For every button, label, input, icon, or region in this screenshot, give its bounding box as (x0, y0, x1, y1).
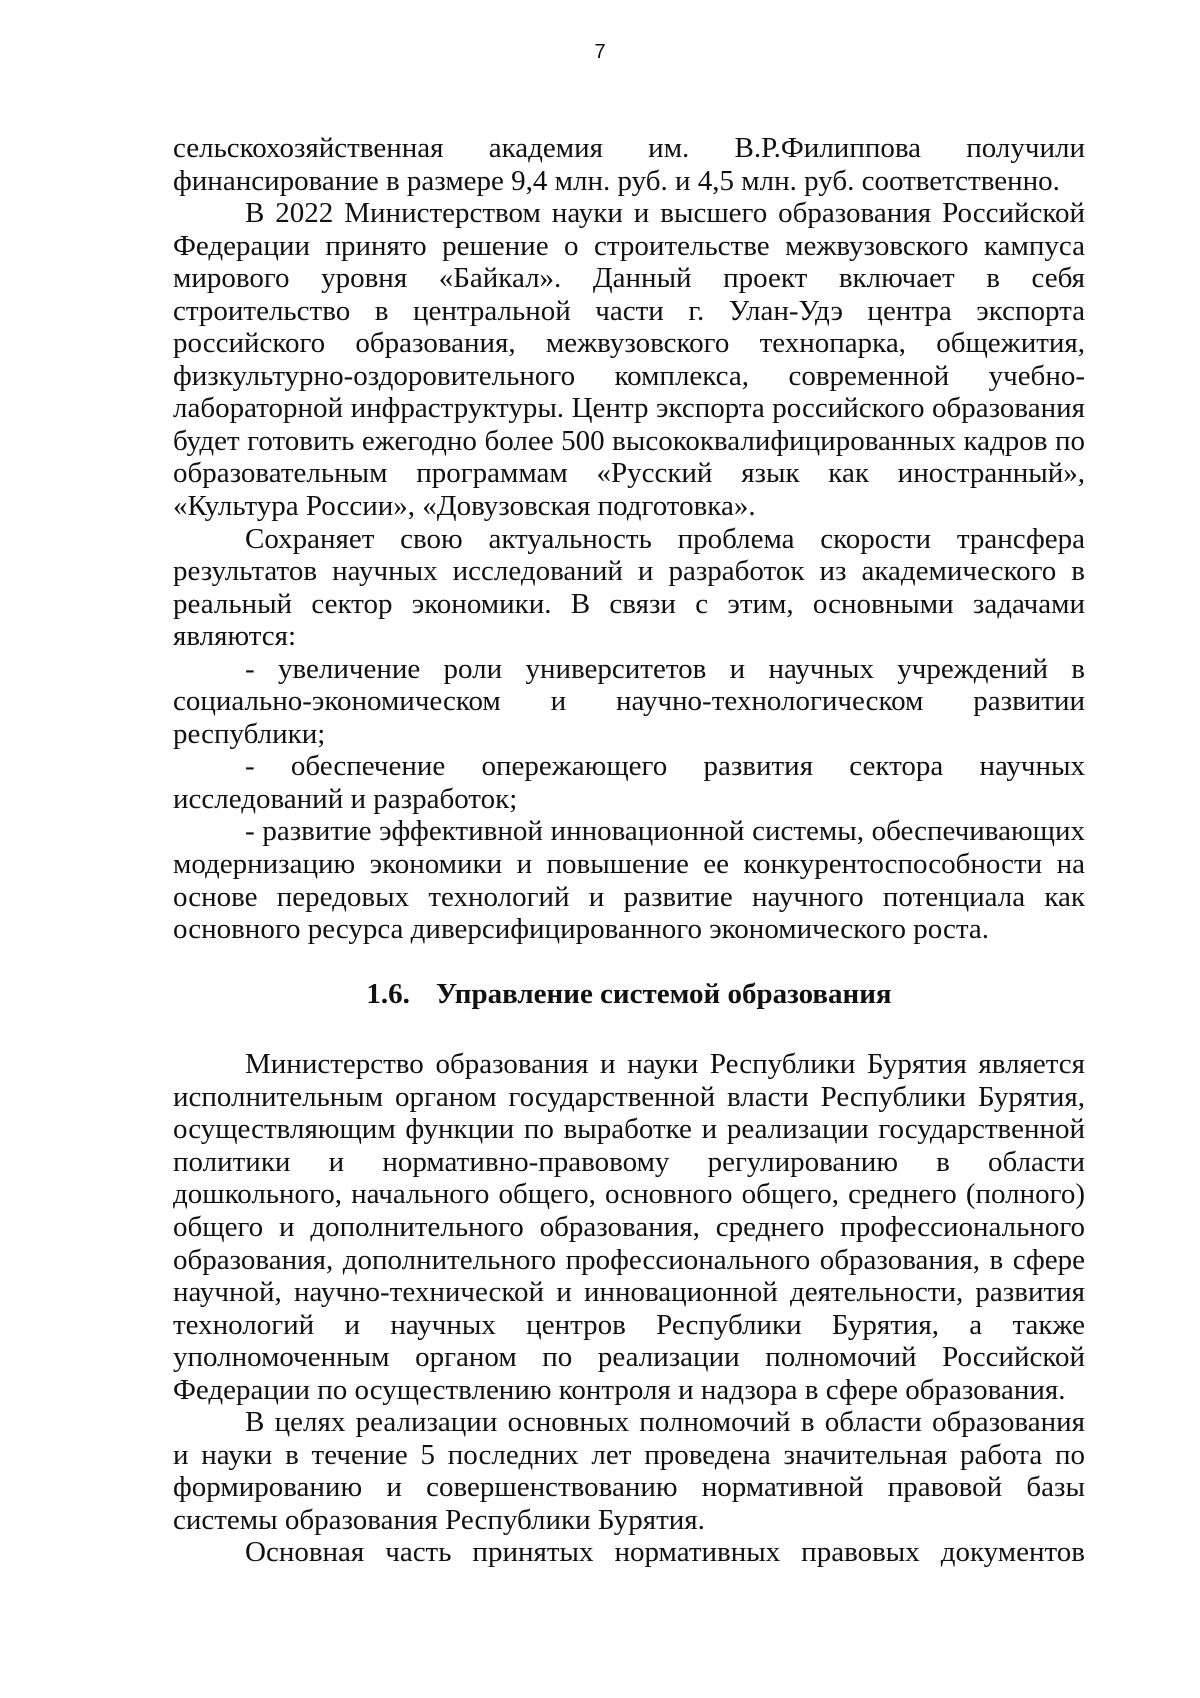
section-heading-title: Управление системой образования (435, 977, 892, 1010)
paragraph-transfer-problem: Сохраняет свою актуальность проблема скорости трансфера результатов научных исследований и разработок из академического в реальный сектор экономики. В связи с этим, основными задачами являются: (173, 522, 1085, 653)
section-heading (173, 978, 1085, 1011)
list-item-innovation-system: - развитие эффективной инновационной системы, обеспечивающих модернизацию экономики и повышение ее конкурентоспособности на основе передовых технологий и развитие научного потенциала как основного ресурса диверсифицированного экономического роста. (173, 815, 1085, 946)
page-number: 7 (594, 41, 606, 63)
paragraph-documents-start: Основная часть принятых нормативных правовых документов (245, 1536, 1085, 1569)
paragraph-regulatory-base: В целях реализации основных полномочий в области образования и науки в течение 5 последних лет проведена значительная работа по формированию и совершенствованию нормативной правовой базы системы образования Республики Бурятия. (173, 1406, 1085, 1536)
document-body (173, 132, 1085, 1569)
paragraph-ministry-functions: Министерство образования и науки Республики Бурятия является исполнительным органом государственной власти Республики Бурятия, осуществляющим функции по выработке и реализации государственной политики и нормативно-правовому регулированию в области дошкольного, начального общего, основного общего, среднего (полного) общего и дополнительного образования, среднего профессионального образования, дополнительного профессионального образования, в сфере научной, научно-технической и инновационной деятельности, развития технологий и научных центров Республики Бурятия, а также уполномоченным органом по реализации полномочий Российской Федерации по осуществлению контроля и надзора в сфере образования. (173, 1048, 1085, 1406)
paragraph-funding-continuation: сельскохозяйственная академия им. В.Р.Филиппова получили финансирование в размере 9,4 млн. руб. и 4,5 млн. руб. соответственно. (173, 132, 1085, 197)
paragraph-baikal-campus: В 2022 Министерством науки и высшего образования Российской Федерации принято решение о строительстве межвузовского кампуса мирового уровня «Байкал». Данный проект включает в себя строительство в центральной части г. Улан-Удэ центра экспорта российского образования, межвузовского технопарка, общежития, физкультурно-оздоровительного комплекса, современной учебно-лабораторной инфраструктуры. Центр экспорта российского образования будет готовить ежегодно более 500 высококвалифицированных кадров по образовательным программам «Русский язык как иностранный», «Культура России», «Довузовская подготовка». (173, 197, 1085, 523)
section-heading-number: 1.6. (366, 977, 410, 1010)
list-item-research-sector: - обеспечение опережающего развития сектора научных исследований и разработок; (173, 750, 1085, 815)
list-item-universities-role: - увеличение роли университетов и научных учреждений в социально-экономическом и научно-технологическом развитии республики; (173, 652, 1085, 750)
